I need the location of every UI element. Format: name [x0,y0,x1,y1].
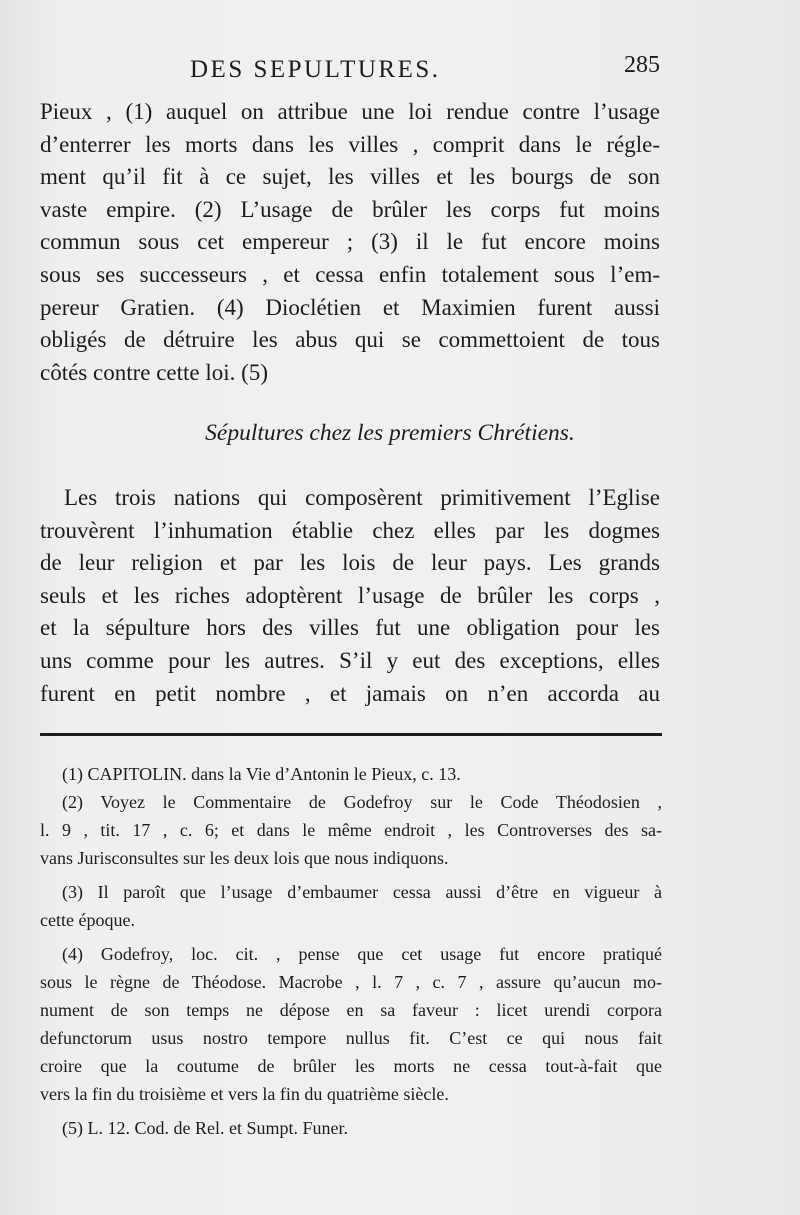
text-line: ment qu’il fit à ce sujet, les villes et les bourgs de son [40,164,660,190]
text-line: d’enterrer les morts dans les villes , comprit dans le régle- [40,131,660,157]
footnote-line: (5) L. 12. Cod. de Rel. et Sumpt. Funer. [62,1118,348,1138]
footnote-line: vans Jurisconsultes sur les deux lois que nous indiquons. [40,848,449,868]
footnote-line: (4) Godefroy, loc. cit. , pense que cet usage fut encore pratiqué [62,944,662,964]
paragraph-christians [40,482,660,710]
text-line: de leur religion et par les lois de leur pays. Les grands [40,550,660,576]
footnote-line: croire que la coutume de brûler les morts ne cessa tout-à-fait que [40,1056,662,1076]
page-number: 285 [624,52,660,78]
text-line: trouvèrent l’inhumation établie chez elles par les dogmes [40,517,660,543]
text-line: Les trois nations qui composèrent primitivement l’Eglise [64,485,660,510]
running-title: DES SEPULTURES. [190,56,441,83]
footnotes [40,760,662,1142]
section-heading [0,420,800,447]
paragraph-continuation [40,96,660,389]
footnote-5 [62,1114,662,1142]
text-line: sous ses successeurs , et cessa enfin totalement sous l’em- [40,261,660,287]
footnote-line: cette époque. [40,910,135,930]
text-line: commun sous cet empereur ; (3) il le fut encore moins [40,229,660,255]
footnote-2 [40,788,662,872]
footnote-line: vers la fin du troisième et vers la fin du quatrième siècle. [40,1084,449,1104]
text-line: seuls et les riches adoptèrent l’usage de brûler les corps , [40,582,660,608]
footnote-line: nument de son temps ne dépose en sa faveur : licet urendi corpora [40,1000,662,1020]
footnote-line: (3) Il paroît que l’usage d’embaumer cessa aussi d’être en vigueur à [62,882,662,902]
text-line: uns comme pour les autres. S’il y eut des exceptions, elles [40,647,660,673]
footnote-1 [62,760,662,788]
running-head [40,52,660,92]
footnote-line: sous le règne de Théodose. Macrobe , l. 7 , c. 7 , assure qu’aucun mo- [40,972,662,992]
footnote-line: defunctorum usus nostro tempore nullus fit. C’est ce qui nous fait [40,1028,662,1048]
section-heading-text: Sépultures chez les premiers Chrétiens. [205,420,575,446]
text-line: côtés contre cette loi. (5) [40,359,268,385]
text-line: furent en petit nombre , et jamais on n’en accorda au [40,680,660,706]
footnote-4 [40,940,662,1108]
footnote-rule [40,733,662,736]
footnote-line: (2) Voyez le Commentaire de Godefroy sur le Code Théodosien , [62,792,662,812]
text-line: Pieux , (1) auquel on attribue une loi rendue contre l’usage [40,99,660,124]
footnote-line: l. 9 , tit. 17 , c. 6; et dans le même endroit , les Controverses des sa- [40,820,662,840]
footnote-3 [40,878,662,934]
footnote-line: (1) CAPITOLIN. dans la Vie d’Antonin le Pieux, c. 13. [62,764,461,784]
text-line: pereur Gratien. (4) Dioclétien et Maximien furent aussi [40,294,660,320]
text-line: et la sépulture hors des villes fut une obligation pour les [40,615,660,641]
text-line: obligés de détruire les abus qui se commettoient de tous [40,327,660,353]
text-line: vaste empire. (2) L’usage de brûler les corps fut moins [40,196,660,222]
